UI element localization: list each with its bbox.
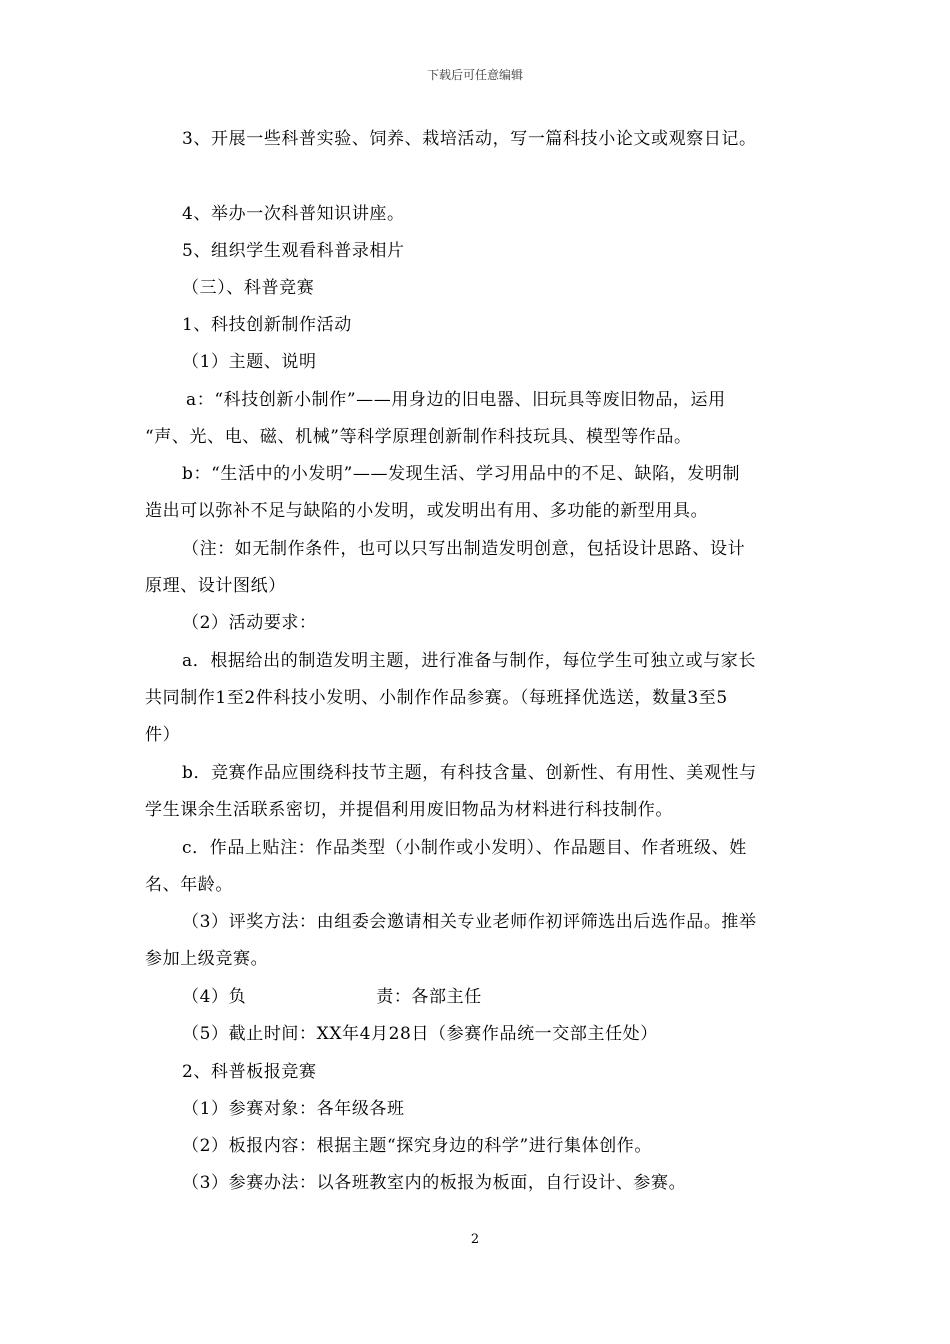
paragraph-line: （注：如无制作条件，也可以只写出制造发明创意，包括设计思路、设计	[182, 539, 746, 559]
paragraph-line: 件）	[145, 725, 181, 745]
paragraph-line: （3）评奖方法：由组委会邀请相关专业老师作初评筛选出后选作品。推举	[182, 912, 757, 932]
page-header: 下载后可任意编辑	[426, 68, 523, 82]
paragraph-line: 4、举办一次科普知识讲座。	[182, 204, 405, 224]
paragraph-line: b：“生活中的小发明”——发现生活、学习用品中的不足、缺陷，发明制	[182, 464, 741, 484]
paragraph-line: “声、光、电、磁、机械”等科学原理创新制作科技玩具、模型等作品。	[145, 427, 692, 447]
section-heading: （三）、科普竞赛	[182, 278, 315, 298]
paragraph-line: （5）截止时间：XX年4月28日（参赛作品统一交部主任处）	[182, 1024, 658, 1044]
paragraph-line: 造出可以弥补不足与缺陷的小发明，或发明出有用、多功能的新型用具。	[145, 501, 709, 521]
paragraph-line: 原理、设计图纸）	[145, 576, 286, 596]
responsible-line	[182, 986, 482, 1008]
paragraph-line: a．根据给出的制造发明主题，进行准备与制作，每位学生可独立或与家长	[182, 651, 756, 671]
subsection-heading: 2、科普板报竞赛	[182, 1062, 317, 1082]
responsible-label: （4）负	[182, 987, 247, 1007]
paragraph-line: 名、年龄。	[145, 875, 233, 895]
paragraph-line: （1）参赛对象：各年级各班	[182, 1099, 405, 1119]
paragraph-line: 3、开展一些科普实验、饲养、栽培活动，写一篇科技小论文或观察日记。	[182, 129, 757, 149]
paragraph-line: a：“科技创新小制作”——用身边的旧电器、旧玩具等废旧物品，运用	[186, 390, 726, 410]
paragraph-line: （3）参赛办法：以各班教室内的板报为板面，自行设计、参赛。	[182, 1173, 687, 1193]
page-number: 2	[470, 1232, 480, 1247]
paragraph-line: c．作品上贴注：作品类型（小制作或小发明）、作品题目、作者班级、姓	[182, 838, 747, 858]
paragraph-line: （2）活动要求：	[182, 613, 317, 633]
paragraph-line: 学生课余生活联系密切，并提倡利用废旧物品为材料进行科技制作。	[145, 800, 673, 820]
paragraph-line: 参加上级竞赛。	[145, 949, 269, 969]
paragraph-line: 共同制作1至2件科技小发明、小制作作品参赛。（每班择优选送，数量3至5	[145, 688, 728, 708]
paragraph-line: （1）主题、说明	[182, 352, 317, 372]
paragraph-line: 5、组织学生观看科普录相片	[182, 241, 405, 261]
paragraph-line: （2）板报内容：根据主题“探究身边的科学”进行集体创作。	[182, 1136, 652, 1156]
subsection-heading: 1、科技创新制作活动	[182, 315, 352, 335]
responsible-value: 责：各部主任	[376, 987, 482, 1007]
paragraph-line: b．竞赛作品应围绕科技节主题，有科技含量、创新性、有用性、美观性与	[182, 763, 757, 783]
